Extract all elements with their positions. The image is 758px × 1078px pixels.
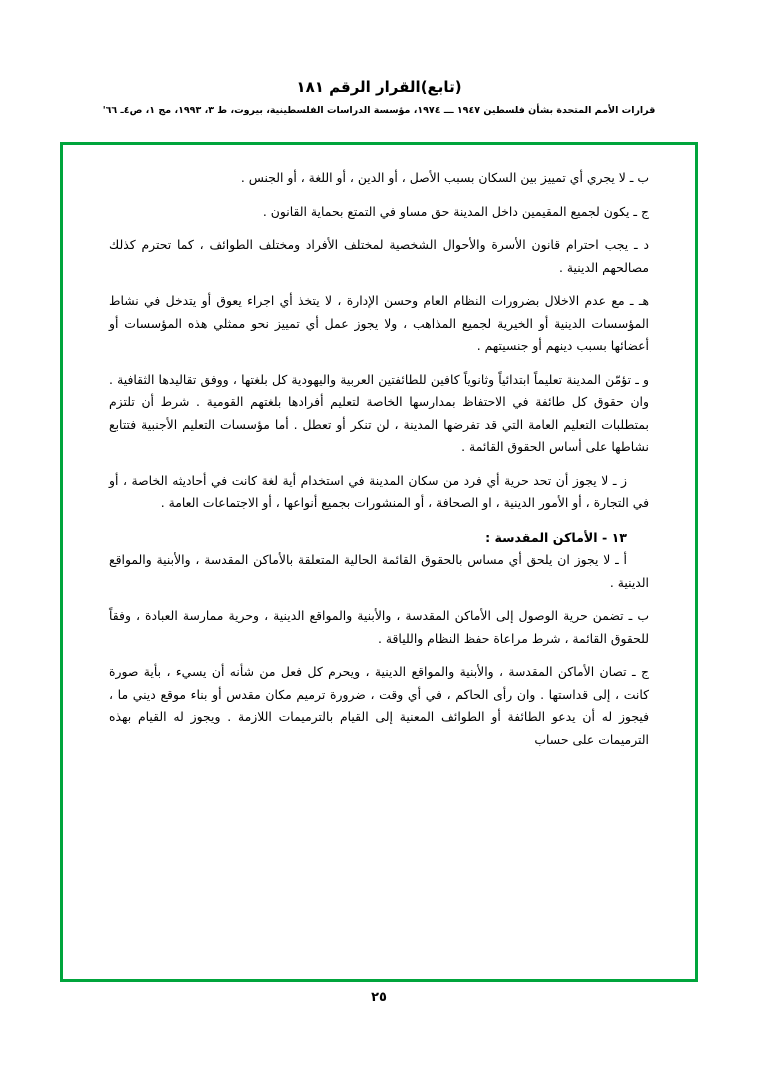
paragraph-h: هـ ـ مع عدم الاخلال بضرورات النظام العام وحسن الإدارة ، لا يتخذ أي اجراء يعوق أو يتدخل في نشاط المؤسسات الدينية أو الخيرية لجميع المذاهب ، ولا يجوز عمل أي تمييز نحو ممثلي هذه المؤسسات أو أعضائها بسبب دينهم أو جنسيتهم . [109,293,649,353]
paragraph-b: ب ـ لا يجري أي تمييز بين السكان بسبب الأصل ، أو الدين ، أو اللغة ، أو الجنس . [240,170,649,185]
paragraph-j: ج ـ يكون لجميع المقيمين داخل المدينة حق مساو في التمتع بحماية القانون . [262,203,649,219]
page-number: ٢٥ [371,990,387,1005]
page-subtitle-source: قرارات الأمم المتحدة بشأن فلسطين ١٩٤٧ ـــ ١٩٧٤، مؤسسة الدراسات الفلسطينية، بيروت، ط ٣، ١٩٩٣، مج ١، ص٤ـ ٦٦' [102,105,656,116]
paragraph-w: و ـ تؤمّن المدينة تعليماً ابتدائياً وثانوياً كافين للطائفتين العربية واليهودية كل بلغتها ، ووفق تقاليدها الثقافية . وان حقوق كل طائفة في الاحتفاظ بمدارسها الخاصة لتعليم أفرادها بلغتهم القومية . شرط أن تلتزم بمتطلبات التعليم العامة التي قد تفرضها المدينة ، لن تنكر أو تعطل . أما مؤسسات التعليم الأجنبية فتتابع نشاطها على أساس الحقوق القائمة . [109,371,649,454]
page-title: (تابع)القرار الرقم ١٨١ [296,78,462,96]
section-heading-holy-places: ١٣ - الأماكن المقدسة : [485,529,627,545]
paragraph-b2: ب ـ تضمن حرية الوصول إلى الأماكن المقدسة ، والأبنية والمواقع الدينية ، وحرية ممارسة العبادة ، وفقاً للحقوق القائمة ، شرط مراعاة حفظ النظام واللياقة . [109,608,649,646]
document-body [109,167,649,751]
paragraph-z: ز ـ لا يجوز أن تحد حرية أي فرد من سكان المدينة في استخدام أية لغة كانت في أحاديثه الخاصة ، أو في التجارة ، أو الأمور الدينية ، او الصحافة ، أو المنشورات بجميع أنواعها ، أو الاجتماعات العامة . [109,472,649,510]
content-frame [60,142,698,982]
paragraph-a2: أ ـ لا يجوز ان يلحق أي مساس بالحقوق القائمة الحالية المتعلقة بالأماكن المقدسة ، والأبنية والمواقع الدينية . [109,552,649,590]
page-header [0,0,758,116]
paragraph-j2: ج ـ تصان الأماكن المقدسة ، والأبنية والمواقع الدينية ، ويحرم كل فعل من شأنه أن يسيء ، بأية صورة كانت ، إلى قداستها . وان رأى الحاكم ، في أي وقت ، ضرورة ترميم مكان مقدس أو بناء موقع ديني ما ، فيجوز له أن يدعو الطائفة أو الطوائف المعنية إلى القيام بالترميمات اللازمة . ويجوز له القيام بهذه الترميمات على حساب [109,664,649,747]
paragraph-d: د ـ يجب احترام قانون الأسرة والأحوال الشخصية لمختلف الأفراد ومختلف الطوائف ، كما تحترم كذلك مصالحهم الدينية . [109,237,649,275]
